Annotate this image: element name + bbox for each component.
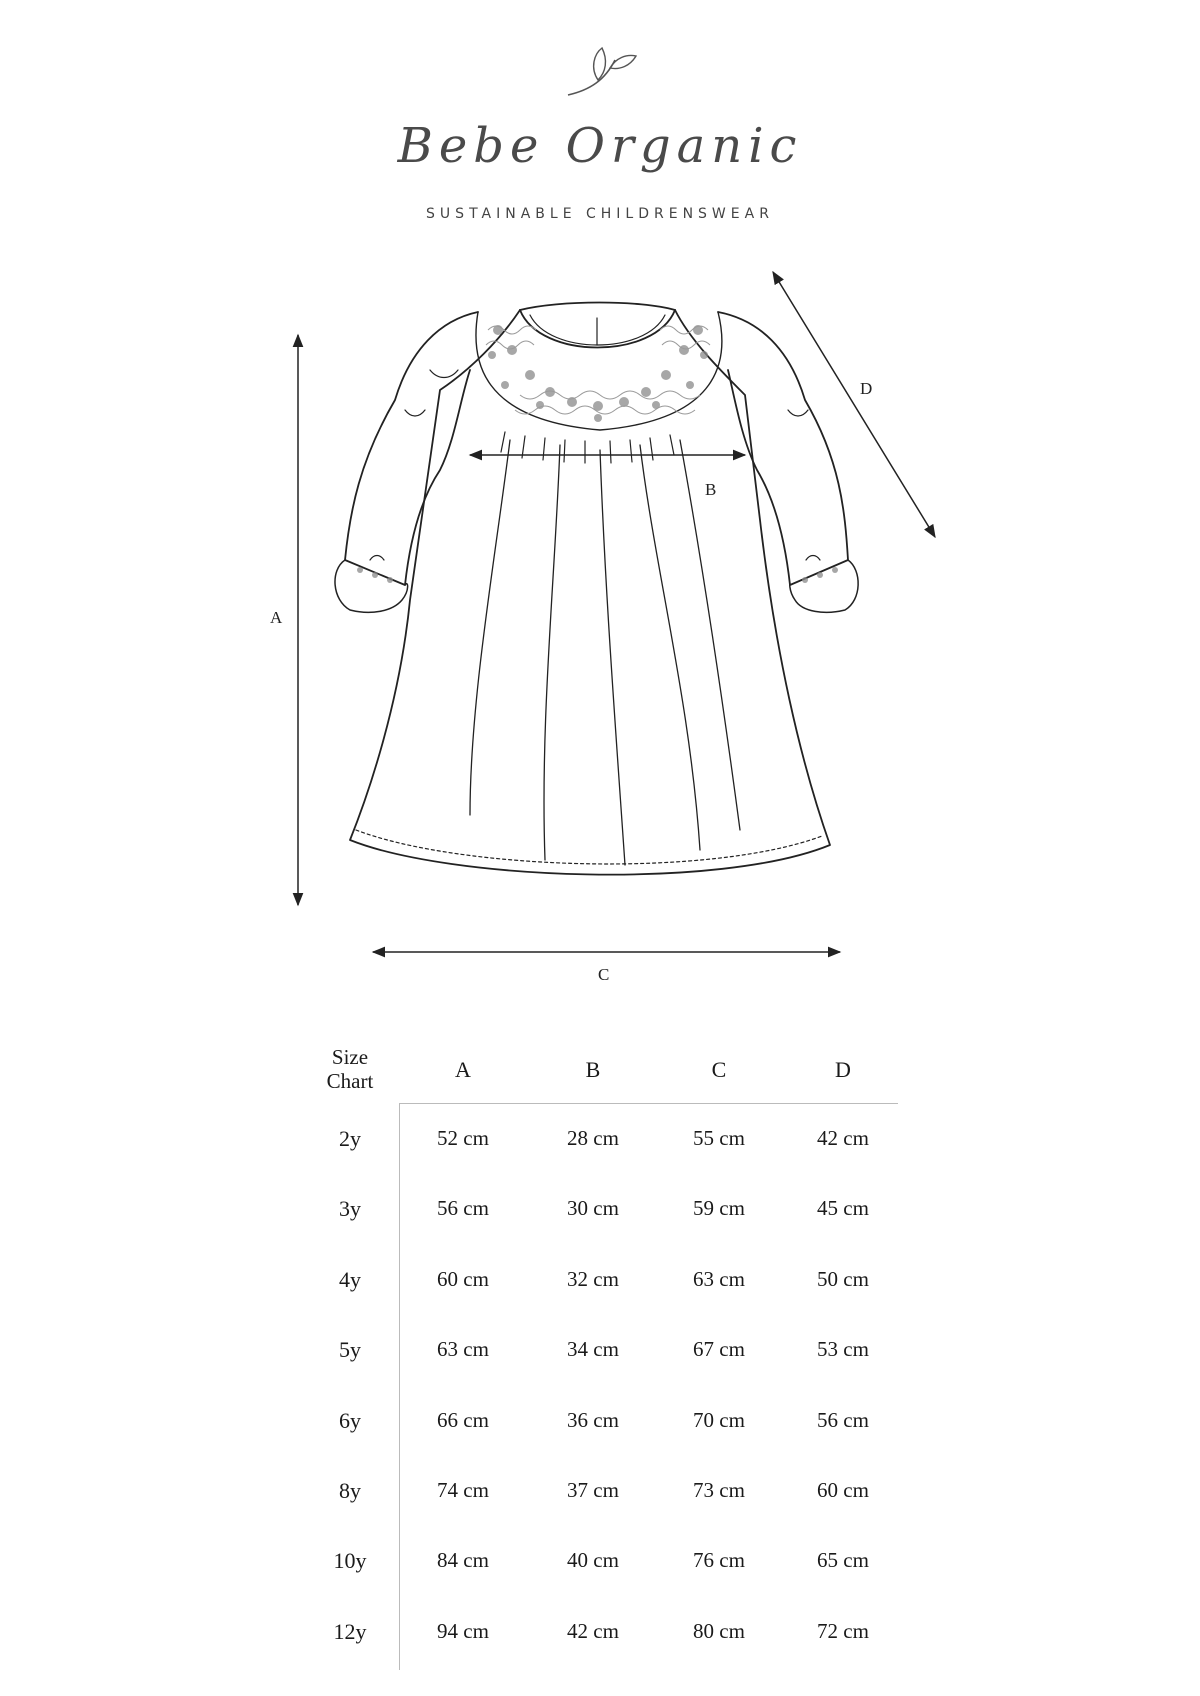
table-cell: 74 cm [437,1478,489,1502]
table-cell: 63 cm [437,1337,489,1361]
table-cell: 56 cm [437,1196,489,1220]
table-cell: 34 cm [567,1337,619,1361]
row-label-size: 8y [339,1478,361,1503]
header-rule [400,1103,898,1104]
row-label-size: 6y [339,1408,361,1433]
table-cell: 65 cm [817,1548,869,1572]
column-header-c: C [711,1057,727,1082]
table-cell: 40 cm [567,1548,619,1572]
dimension-b-label: B [705,480,717,499]
table-cell: 56 cm [817,1408,869,1432]
row-label-size: 4y [339,1267,361,1292]
table-cell: 28 cm [567,1126,619,1150]
table-cell: 36 cm [567,1408,619,1432]
table-cell: 42 cm [817,1126,869,1150]
row-label-size: 10y [333,1548,367,1573]
table-cell: 55 cm [693,1126,745,1150]
table-cell: 76 cm [693,1548,745,1572]
dress-illustration [335,303,858,875]
table-cell: 59 cm [693,1196,745,1220]
table-cell: 66 cm [437,1408,489,1432]
table-cell: 60 cm [437,1267,489,1291]
dimension-a-label: A [270,608,283,627]
table-cell: 94 cm [437,1619,489,1643]
dimension-d-arrow [773,272,935,537]
column-header-b: B [585,1057,601,1082]
table-cell: 67 cm [693,1337,745,1361]
table-cell: 30 cm [567,1196,619,1220]
table-cell: 70 cm [693,1408,745,1432]
table-cell: 52 cm [437,1126,489,1150]
row-label-size: 5y [339,1337,361,1362]
table-cell: 37 cm [567,1478,619,1502]
row-label-rule [399,1103,400,1670]
table-cell: 50 cm [817,1267,869,1291]
table-cell: 84 cm [437,1548,489,1572]
table-cell: 80 cm [693,1619,745,1643]
corner-header-line-1: Size [331,1045,369,1069]
brand-tagline: SUSTAINABLE CHILDRENSWEAR [426,206,774,222]
table-cell: 53 cm [817,1337,869,1361]
brand-name: Bebe Organic [397,118,803,174]
smocking-pattern [357,325,838,583]
table-cell: 60 cm [817,1478,869,1502]
column-header-a: A [455,1057,471,1082]
table-cell: 45 cm [817,1196,869,1220]
row-label-size: 2y [339,1126,361,1151]
table-cell: 32 cm [567,1267,619,1291]
column-header-d: D [835,1057,851,1082]
dimension-c-label: C [598,965,610,984]
table-cell: 63 cm [693,1267,745,1291]
corner-header-line-2: Chart [326,1069,374,1093]
dimension-d-label: D [860,379,873,398]
row-label-size: 12y [333,1619,367,1644]
table-cell: 73 cm [693,1478,745,1502]
table-cell: 72 cm [817,1619,869,1643]
corner-header [300,1045,400,1093]
table-cell: 42 cm [567,1619,619,1643]
row-label-size: 3y [339,1196,361,1221]
